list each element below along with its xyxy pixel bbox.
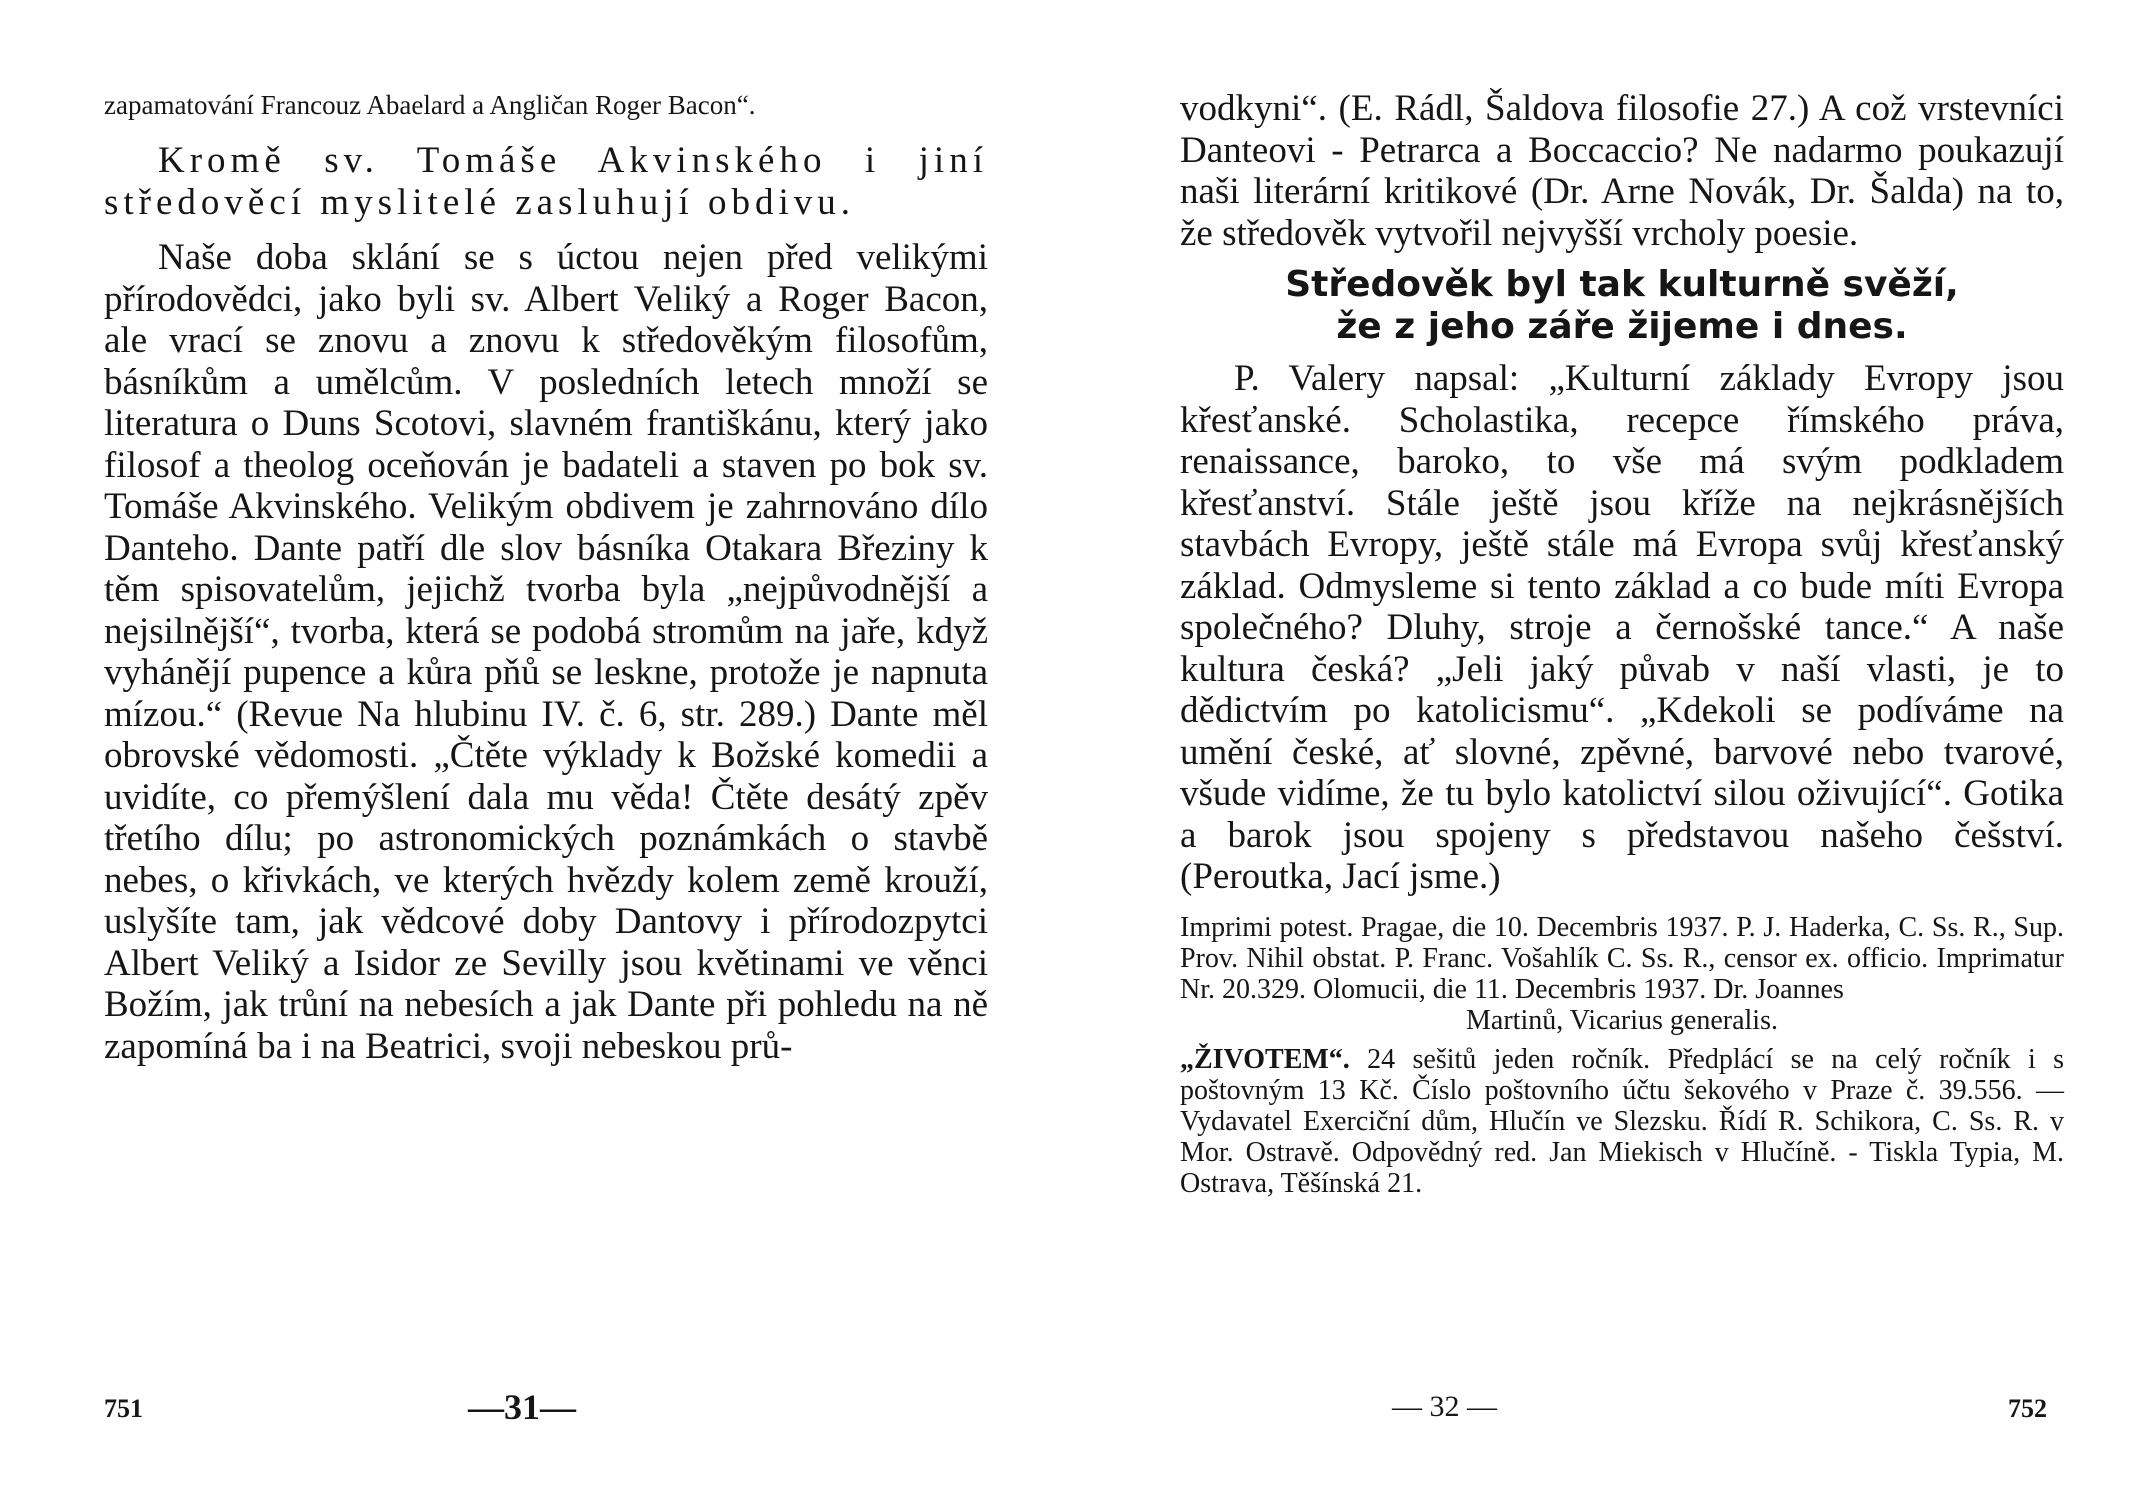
right-outer-page-number: 752 — [2008, 1394, 2047, 1423]
right-page — [1072, 0, 2144, 1500]
right-text-column — [1180, 88, 2064, 1199]
section-heading-line-1: Středověk byl tak kulturně svěží, — [1285, 264, 1959, 305]
left-outer-page-number: 751 — [104, 1394, 143, 1423]
colophon-title: „ŽIVOTEM“. — [1180, 1043, 1350, 1075]
left-top-line: zapamatování Francouz Abaelard a Angličan Roger Bacon“. — [104, 90, 756, 120]
imprimatur-block — [1180, 912, 2064, 1036]
right-continuation-paragraph: vodkyni“. (E. Rádl, Šaldova filosofie 27.) A což vrstevníci Danteovi - Petrarca a Boccaccio? Ne nadarmo poukazují naši literární kritikové (Dr. Arne Novák, Dr. Šalda) na to, že středověk vytvořil nejvyšší vrcholy poesie. — [1180, 88, 2064, 254]
section-heading-line-2: že z jeho záře žijeme i dnes. — [1336, 306, 1908, 347]
colophon-block — [1180, 1044, 2064, 1199]
right-page-number: — 32 — — [1392, 1390, 1497, 1423]
colophon-text: 24 sešitů jeden ročník. Předplácí se na celý ročník i s poštovným 13 Kč. Číslo poštovního účtu šekového v Praze č. 39.556. — Vydavatel Exerciční dům, Hlučín ve Slezsku. Řídí R. Schikora, C. Ss. R. v Mor. Ostravě. Odpovědný red. Jan Miekisch v Hlučíně. - Tiskla Typia, M. Ostrava, Těšínská 21. — [1180, 1043, 2064, 1199]
valery-paragraph: P. Valery napsal: „Kulturní základy Evropy jsou křesťanské. Scholastika, recepce římského práva, renaissance, baroko, to vše má svým podkladem křesťanství. Stále ještě jsou kříže na nejkrásnějších stavbách Evropy, ještě stále má Evropa svůj křesťanský základ. Odmysleme si tento základ a co bude míti Evropa společného? Dluhy, stroje a černošské tance.“ A naše kultura česká? „Jeli jaký půvab v naší vlasti, je to dědictvím po katolicismu“. „Kdekoli se podíváme na umění české, ať slovné, zpěvné, barvové nebo tvarové, všude vidíme, že tu bylo katolictví silou oživující“. Gotika a barok jsou spojeny s představou našeho češství. (Peroutka, Jací jsme.) — [1180, 358, 2064, 897]
left-spaced-paragraph: Kromě sv. Tomáše Akvinského i jiní středověcí myslitelé zasluhují obdivu. — [104, 140, 988, 223]
imprimatur-signature: Martinů, Vicarius generalis. — [1466, 1004, 1778, 1036]
left-page-number: —31— — [468, 1387, 576, 1427]
left-text-column — [104, 88, 988, 1067]
imprimatur-text: Imprimi potest. Pragae, die 10. Decembris 1937. P. J. Haderka, C. Ss. R., Sup. Prov. Nihil obstat. P. Franc. Vošahlík C. Ss. R., censor ex. officio. Imprimatur Nr. 20.329. Olomucii, die 11. Decembris 1937. Dr. Joannes — [1180, 911, 2064, 1005]
left-main-paragraph: Naše doba sklání se s úctou nejen před velikými přírodovědci, jako byli sv. Albert Veliký a Roger Bacon, ale vrací se znovu a znovu k středověkým filosofům, básníkům a umělcům. V posledních letech množí se literatura o Duns Scotovi, slavném františkánu, který jako filosof a theolog oceňován je badateli a staven po bok sv. Tomáše Akvinského. Velikým obdivem je zahrnováno dílo Danteho. Dante patří dle slov básníka Otakara Březiny k těm spisovatelům, jejichž tvorba byla „nejpůvodnější a nejsilnější“, tvorba, která se podobá stromům na jaře, když vyhánějí pupence a kůra pňů se leskne, protože je napnuta mízou.“ (Revue Na hlubinu IV. č. 6, str. 289.) Dante měl obrovské vědomosti. „Čtěte výklady k Božské komedii a uvidíte, co přemýšlení dala mu věda! Čtěte desátý zpěv třetího dílu; po astronomických poznámkách o stavbě nebes, o křivkách, ve kterých hvězdy kolem země krouží, uslyšíte tam, jak vědcové doby Dantovy i přírodozpytci Albert Veliký a Isidor ze Sevilly jsou květinami ve věnci Božím, jak trůní na nebesích a jak Dante při pohledu na ně zapomíná ba i na Beatrici, svoji nebeskou prů- — [104, 237, 988, 1067]
section-heading — [1180, 264, 2064, 348]
